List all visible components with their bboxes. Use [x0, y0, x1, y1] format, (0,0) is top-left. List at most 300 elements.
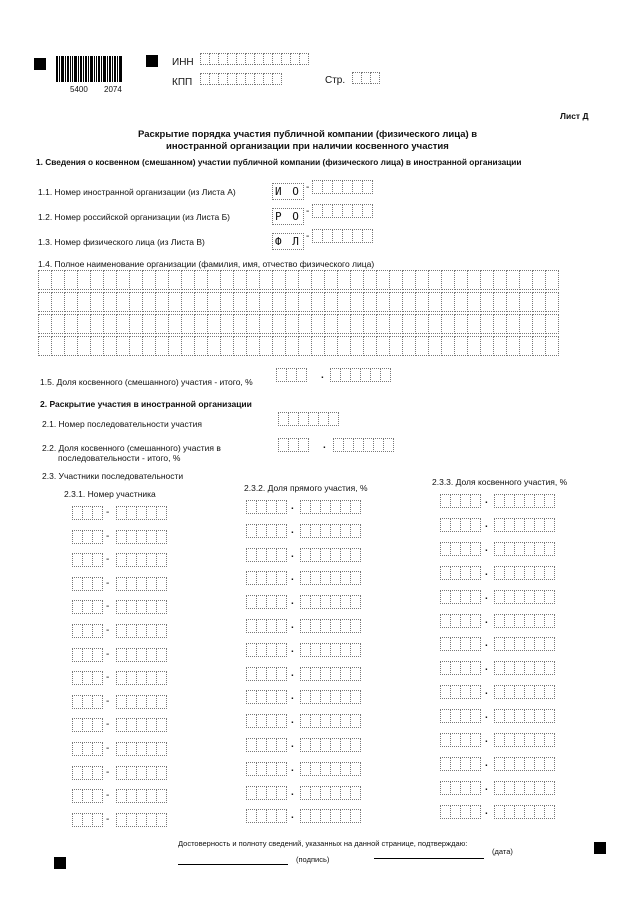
- input-cell[interactable]: [544, 494, 555, 508]
- input-cell[interactable]: [246, 314, 260, 334]
- org-name-row-1[interactable]: [38, 270, 558, 290]
- input-cell[interactable]: [156, 648, 167, 662]
- input-cell[interactable]: [246, 336, 260, 356]
- input-cell[interactable]: [428, 270, 442, 290]
- input-cell[interactable]: [276, 548, 287, 562]
- input-cell[interactable]: [470, 781, 481, 795]
- input-cell[interactable]: [116, 292, 130, 312]
- direct-share-int[interactable]: [246, 595, 286, 609]
- input-cell[interactable]: [362, 180, 373, 194]
- input-cell[interactable]: [129, 292, 143, 312]
- input-cell[interactable]: [155, 270, 169, 290]
- direct-share-frac[interactable]: [300, 762, 360, 776]
- participant-number-suffix[interactable]: [116, 766, 166, 780]
- input-cell[interactable]: [285, 336, 299, 356]
- input-cell[interactable]: [220, 336, 234, 356]
- input-cell[interactable]: [92, 577, 103, 591]
- input-cell[interactable]: [129, 270, 143, 290]
- input-cell[interactable]: [272, 314, 286, 334]
- input-cell[interactable]: [362, 229, 373, 243]
- input-cell[interactable]: [220, 314, 234, 334]
- indirect-share-total-frac[interactable]: [330, 368, 390, 382]
- input-cell[interactable]: [350, 714, 361, 728]
- input-cell[interactable]: [544, 709, 555, 723]
- input-cell[interactable]: [298, 292, 312, 312]
- participant-number-prefix[interactable]: [72, 624, 102, 638]
- input-cell[interactable]: [389, 292, 403, 312]
- direct-share-frac[interactable]: [300, 714, 360, 728]
- input-cell[interactable]: [493, 336, 507, 356]
- input-cell[interactable]: [129, 336, 143, 356]
- input-cell[interactable]: [92, 553, 103, 567]
- input-cell[interactable]: [298, 336, 312, 356]
- input-cell[interactable]: [441, 270, 455, 290]
- input-cell[interactable]: [467, 270, 481, 290]
- input-cell[interactable]: [545, 314, 559, 334]
- input-cell[interactable]: [519, 314, 533, 334]
- input-cell[interactable]: [92, 766, 103, 780]
- input-cell[interactable]: [181, 336, 195, 356]
- direct-share-frac[interactable]: [300, 786, 360, 800]
- input-cell[interactable]: [350, 314, 364, 334]
- input-cell[interactable]: [168, 270, 182, 290]
- input-cell[interactable]: [207, 336, 221, 356]
- indirect-share-frac[interactable]: [494, 566, 554, 580]
- input-cell[interactable]: [92, 648, 103, 662]
- input-cell[interactable]: [544, 637, 555, 651]
- input-cell[interactable]: [454, 270, 468, 290]
- input-cell[interactable]: [337, 336, 351, 356]
- input-cell[interactable]: [544, 590, 555, 604]
- indirect-share-frac[interactable]: [494, 494, 554, 508]
- participant-number-suffix[interactable]: [116, 577, 166, 591]
- input-cell[interactable]: [220, 292, 234, 312]
- input-cell[interactable]: [259, 292, 273, 312]
- input-cell[interactable]: [233, 270, 247, 290]
- input-cell[interactable]: [480, 292, 494, 312]
- input-cell[interactable]: [90, 292, 104, 312]
- direct-share-int[interactable]: [246, 690, 286, 704]
- input-cell[interactable]: [544, 518, 555, 532]
- indirect-share-frac[interactable]: [494, 661, 554, 675]
- input-cell[interactable]: [276, 809, 287, 823]
- input-cell[interactable]: [544, 542, 555, 556]
- input-cell[interactable]: [276, 714, 287, 728]
- sequence-number-field[interactable]: [278, 412, 338, 426]
- input-cell[interactable]: [441, 314, 455, 334]
- input-cell[interactable]: [168, 336, 182, 356]
- input-cell[interactable]: [276, 762, 287, 776]
- participant-number-prefix[interactable]: [72, 530, 102, 544]
- input-cell[interactable]: [285, 270, 299, 290]
- input-cell[interactable]: [480, 314, 494, 334]
- input-cell[interactable]: [298, 270, 312, 290]
- direct-share-frac[interactable]: [300, 643, 360, 657]
- russian-org-number-field[interactable]: [312, 204, 372, 218]
- input-cell[interactable]: [350, 292, 364, 312]
- indirect-share-int[interactable]: [440, 542, 480, 556]
- input-cell[interactable]: [402, 336, 416, 356]
- input-cell[interactable]: [328, 412, 339, 426]
- input-cell[interactable]: [470, 590, 481, 604]
- input-cell[interactable]: [383, 438, 394, 452]
- input-cell[interactable]: [156, 506, 167, 520]
- input-cell[interactable]: [470, 805, 481, 819]
- indirect-share-int[interactable]: [440, 805, 480, 819]
- input-cell[interactable]: [272, 336, 286, 356]
- input-cell[interactable]: [467, 314, 481, 334]
- input-cell[interactable]: [389, 314, 403, 334]
- input-cell[interactable]: [51, 270, 65, 290]
- input-cell[interactable]: [51, 292, 65, 312]
- input-cell[interactable]: [428, 292, 442, 312]
- input-cell[interactable]: [362, 204, 373, 218]
- input-cell[interactable]: [155, 336, 169, 356]
- input-cell[interactable]: [194, 314, 208, 334]
- input-cell[interactable]: [156, 718, 167, 732]
- input-cell[interactable]: [298, 314, 312, 334]
- input-cell[interactable]: [532, 292, 546, 312]
- indirect-share-frac[interactable]: [494, 805, 554, 819]
- input-cell[interactable]: [415, 270, 429, 290]
- input-cell[interactable]: [285, 314, 299, 334]
- input-cell[interactable]: [103, 292, 117, 312]
- input-cell[interactable]: [156, 813, 167, 827]
- input-cell[interactable]: [454, 314, 468, 334]
- input-cell[interactable]: [77, 336, 91, 356]
- input-cell[interactable]: [246, 270, 260, 290]
- input-cell[interactable]: [220, 270, 234, 290]
- input-cell[interactable]: [142, 292, 156, 312]
- input-cell[interactable]: [380, 368, 391, 382]
- input-cell[interactable]: [324, 292, 338, 312]
- input-cell[interactable]: [350, 667, 361, 681]
- indirect-share-frac[interactable]: [494, 614, 554, 628]
- indirect-share-int[interactable]: [440, 590, 480, 604]
- input-cell[interactable]: [350, 690, 361, 704]
- input-cell[interactable]: [272, 270, 286, 290]
- input-cell[interactable]: [194, 270, 208, 290]
- input-cell[interactable]: [38, 336, 52, 356]
- indirect-share-frac[interactable]: [494, 733, 554, 747]
- direct-share-frac[interactable]: [300, 548, 360, 562]
- input-cell[interactable]: [519, 292, 533, 312]
- input-cell[interactable]: [350, 809, 361, 823]
- participant-number-prefix[interactable]: [72, 695, 102, 709]
- participant-number-prefix[interactable]: [72, 671, 102, 685]
- input-cell[interactable]: [156, 766, 167, 780]
- participant-number-suffix[interactable]: [116, 671, 166, 685]
- input-cell[interactable]: [92, 600, 103, 614]
- direct-share-int[interactable]: [246, 714, 286, 728]
- input-cell[interactable]: [38, 314, 52, 334]
- input-cell[interactable]: [545, 270, 559, 290]
- org-name-row-4[interactable]: [38, 336, 558, 356]
- participant-number-suffix[interactable]: [116, 742, 166, 756]
- input-cell[interactable]: [92, 506, 103, 520]
- input-cell[interactable]: [276, 643, 287, 657]
- input-cell[interactable]: [470, 709, 481, 723]
- participant-number-prefix[interactable]: [72, 789, 102, 803]
- direct-share-frac[interactable]: [300, 738, 360, 752]
- input-cell[interactable]: [415, 336, 429, 356]
- input-cell[interactable]: [350, 524, 361, 538]
- input-cell[interactable]: [276, 667, 287, 681]
- input-cell[interactable]: [337, 292, 351, 312]
- direct-share-int[interactable]: [246, 500, 286, 514]
- input-cell[interactable]: [532, 270, 546, 290]
- input-cell[interactable]: [103, 270, 117, 290]
- inn-field[interactable]: [200, 53, 308, 65]
- direct-share-int[interactable]: [246, 619, 286, 633]
- input-cell[interactable]: [311, 336, 325, 356]
- input-cell[interactable]: [402, 314, 416, 334]
- input-cell[interactable]: [532, 314, 546, 334]
- input-cell[interactable]: [207, 314, 221, 334]
- input-cell[interactable]: [276, 500, 287, 514]
- kpp-field[interactable]: [200, 73, 281, 85]
- input-cell[interactable]: [116, 270, 130, 290]
- input-cell[interactable]: [156, 742, 167, 756]
- input-cell[interactable]: [207, 292, 221, 312]
- direct-share-frac[interactable]: [300, 595, 360, 609]
- input-cell[interactable]: [441, 292, 455, 312]
- org-name-row-3[interactable]: [38, 314, 558, 334]
- input-cell[interactable]: [544, 805, 555, 819]
- input-cell[interactable]: [246, 292, 260, 312]
- input-cell[interactable]: [259, 336, 273, 356]
- input-cell[interactable]: [181, 270, 195, 290]
- input-cell[interactable]: [233, 314, 247, 334]
- input-cell[interactable]: [142, 314, 156, 334]
- input-cell[interactable]: [480, 336, 494, 356]
- input-cell[interactable]: [519, 270, 533, 290]
- input-cell[interactable]: [311, 314, 325, 334]
- input-cell[interactable]: [181, 314, 195, 334]
- input-cell[interactable]: [276, 738, 287, 752]
- input-cell[interactable]: [544, 685, 555, 699]
- direct-share-frac[interactable]: [300, 524, 360, 538]
- input-cell[interactable]: [38, 292, 52, 312]
- input-cell[interactable]: [129, 314, 143, 334]
- input-cell[interactable]: [155, 314, 169, 334]
- direct-share-frac[interactable]: [300, 667, 360, 681]
- indirect-share-int[interactable]: [440, 685, 480, 699]
- input-cell[interactable]: [470, 685, 481, 699]
- input-cell[interactable]: [544, 781, 555, 795]
- input-cell[interactable]: [324, 336, 338, 356]
- input-cell[interactable]: [337, 270, 351, 290]
- participant-number-prefix[interactable]: [72, 600, 102, 614]
- input-cell[interactable]: [506, 314, 520, 334]
- input-cell[interactable]: [470, 566, 481, 580]
- indirect-share-frac[interactable]: [494, 709, 554, 723]
- indirect-share-int[interactable]: [440, 781, 480, 795]
- input-cell[interactable]: [350, 270, 364, 290]
- input-cell[interactable]: [92, 742, 103, 756]
- input-cell[interactable]: [470, 757, 481, 771]
- indirect-share-frac[interactable]: [494, 685, 554, 699]
- participant-number-prefix[interactable]: [72, 577, 102, 591]
- indirect-share-int[interactable]: [440, 494, 480, 508]
- input-cell[interactable]: [92, 624, 103, 638]
- direct-share-int[interactable]: [246, 762, 286, 776]
- input-cell[interactable]: [296, 368, 307, 382]
- participant-number-suffix[interactable]: [116, 695, 166, 709]
- input-cell[interactable]: [92, 695, 103, 709]
- input-cell[interactable]: [454, 292, 468, 312]
- input-cell[interactable]: [376, 292, 390, 312]
- participant-number-suffix[interactable]: [116, 530, 166, 544]
- input-cell[interactable]: [470, 542, 481, 556]
- input-cell[interactable]: [77, 270, 91, 290]
- input-cell[interactable]: [38, 270, 52, 290]
- participant-number-prefix[interactable]: [72, 718, 102, 732]
- input-cell[interactable]: [77, 314, 91, 334]
- direct-share-frac[interactable]: [300, 619, 360, 633]
- input-cell[interactable]: [194, 292, 208, 312]
- participant-number-prefix[interactable]: [72, 553, 102, 567]
- input-cell[interactable]: [467, 336, 481, 356]
- input-cell[interactable]: [454, 336, 468, 356]
- input-cell[interactable]: [350, 336, 364, 356]
- input-cell[interactable]: [350, 619, 361, 633]
- input-cell[interactable]: [545, 292, 559, 312]
- input-cell[interactable]: [64, 314, 78, 334]
- sequence-share-int[interactable]: [278, 438, 308, 452]
- input-cell[interactable]: [350, 571, 361, 585]
- input-cell[interactable]: [272, 73, 282, 85]
- input-cell[interactable]: [324, 270, 338, 290]
- input-cell[interactable]: [156, 553, 167, 567]
- indirect-share-int[interactable]: [440, 518, 480, 532]
- input-cell[interactable]: [376, 314, 390, 334]
- input-cell[interactable]: [142, 336, 156, 356]
- input-cell[interactable]: [402, 292, 416, 312]
- participant-number-suffix[interactable]: [116, 624, 166, 638]
- input-cell[interactable]: [441, 336, 455, 356]
- individual-number-field[interactable]: [312, 229, 372, 243]
- indirect-share-int[interactable]: [440, 661, 480, 675]
- indirect-share-frac[interactable]: [494, 757, 554, 771]
- input-cell[interactable]: [64, 292, 78, 312]
- input-cell[interactable]: [92, 813, 103, 827]
- input-cell[interactable]: [470, 733, 481, 747]
- indirect-share-int[interactable]: [440, 733, 480, 747]
- input-cell[interactable]: [181, 292, 195, 312]
- direct-share-int[interactable]: [246, 643, 286, 657]
- input-cell[interactable]: [298, 438, 309, 452]
- page-number-field[interactable]: [352, 72, 379, 84]
- direct-share-frac[interactable]: [300, 571, 360, 585]
- input-cell[interactable]: [90, 270, 104, 290]
- input-cell[interactable]: [156, 624, 167, 638]
- participant-number-suffix[interactable]: [116, 506, 166, 520]
- participant-number-prefix[interactable]: [72, 766, 102, 780]
- input-cell[interactable]: [493, 292, 507, 312]
- input-cell[interactable]: [470, 614, 481, 628]
- input-cell[interactable]: [470, 637, 481, 651]
- input-cell[interactable]: [51, 336, 65, 356]
- participant-number-suffix[interactable]: [116, 718, 166, 732]
- input-cell[interactable]: [259, 270, 273, 290]
- direct-share-int[interactable]: [246, 738, 286, 752]
- sequence-share-frac[interactable]: [333, 438, 393, 452]
- indirect-share-int[interactable]: [440, 757, 480, 771]
- input-cell[interactable]: [64, 336, 78, 356]
- input-cell[interactable]: [92, 718, 103, 732]
- input-cell[interactable]: [519, 336, 533, 356]
- participant-number-prefix[interactable]: [72, 742, 102, 756]
- indirect-share-total-int[interactable]: [276, 368, 306, 382]
- input-cell[interactable]: [506, 292, 520, 312]
- input-cell[interactable]: [103, 336, 117, 356]
- input-cell[interactable]: [428, 336, 442, 356]
- input-cell[interactable]: [90, 314, 104, 334]
- direct-share-int[interactable]: [246, 524, 286, 538]
- direct-share-frac[interactable]: [300, 500, 360, 514]
- input-cell[interactable]: [506, 336, 520, 356]
- input-cell[interactable]: [272, 292, 286, 312]
- input-cell[interactable]: [168, 292, 182, 312]
- input-cell[interactable]: [92, 671, 103, 685]
- indirect-share-int[interactable]: [440, 637, 480, 651]
- input-cell[interactable]: [259, 314, 273, 334]
- input-cell[interactable]: [311, 270, 325, 290]
- input-cell[interactable]: [544, 733, 555, 747]
- input-cell[interactable]: [155, 292, 169, 312]
- direct-share-frac[interactable]: [300, 809, 360, 823]
- input-cell[interactable]: [415, 292, 429, 312]
- input-cell[interactable]: [350, 786, 361, 800]
- input-cell[interactable]: [64, 270, 78, 290]
- input-cell[interactable]: [233, 292, 247, 312]
- indirect-share-int[interactable]: [440, 566, 480, 580]
- indirect-share-frac[interactable]: [494, 542, 554, 556]
- participant-number-prefix[interactable]: [72, 506, 102, 520]
- input-cell[interactable]: [363, 314, 377, 334]
- input-cell[interactable]: [276, 524, 287, 538]
- input-cell[interactable]: [156, 577, 167, 591]
- input-cell[interactable]: [493, 270, 507, 290]
- indirect-share-int[interactable]: [440, 614, 480, 628]
- input-cell[interactable]: [194, 336, 208, 356]
- indirect-share-frac[interactable]: [494, 590, 554, 604]
- participant-number-prefix[interactable]: [72, 648, 102, 662]
- input-cell[interactable]: [207, 270, 221, 290]
- input-cell[interactable]: [92, 530, 103, 544]
- participant-number-suffix[interactable]: [116, 789, 166, 803]
- input-cell[interactable]: [544, 566, 555, 580]
- input-cell[interactable]: [103, 314, 117, 334]
- input-cell[interactable]: [350, 595, 361, 609]
- input-cell[interactable]: [389, 336, 403, 356]
- input-cell[interactable]: [363, 292, 377, 312]
- input-cell[interactable]: [415, 314, 429, 334]
- input-cell[interactable]: [480, 270, 494, 290]
- input-cell[interactable]: [90, 336, 104, 356]
- input-cell[interactable]: [51, 314, 65, 334]
- input-cell[interactable]: [168, 314, 182, 334]
- indirect-share-frac[interactable]: [494, 518, 554, 532]
- input-cell[interactable]: [544, 614, 555, 628]
- input-cell[interactable]: [156, 695, 167, 709]
- direct-share-int[interactable]: [246, 667, 286, 681]
- input-cell[interactable]: [276, 595, 287, 609]
- org-name-row-2[interactable]: [38, 292, 558, 312]
- input-cell[interactable]: [544, 757, 555, 771]
- input-cell[interactable]: [142, 270, 156, 290]
